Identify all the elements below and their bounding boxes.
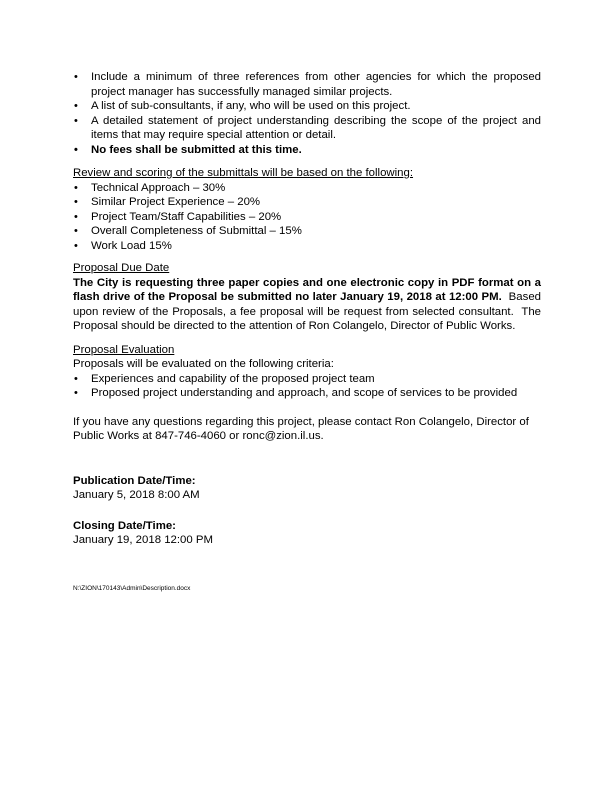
contact-paragraph: If you have any questions regarding this project, please contact Ron Colangelo, Director of Public Works at 847-746-4060 or ronc@zion.il.us. [73, 415, 529, 442]
due-date-bold-text: The City is requesting three paper copies and one electronic copy in PDF format on a flash drive of the Proposal be submitted no later January 19, 2018 at 12:00 PM. [73, 276, 541, 303]
evaluation-item: • Experiences and capability of the proposed project team [73, 372, 541, 387]
closing-label: Closing Date/Time: [73, 519, 176, 532]
footer-file-path: N:\ZION\170143\Admin\Description.docx [73, 585, 191, 592]
due-date-paragraph [73, 276, 545, 334]
scoring-item: • Work Load 15% [73, 239, 541, 254]
requirement-item: • No fees shall be submitted at this time. [73, 143, 541, 158]
evaluation-item: • Proposed project understanding and approach, and scope of services to be provided [73, 386, 541, 401]
requirement-item: • A list of sub-consultants, if any, who will be used on this project. [73, 99, 541, 114]
scoring-item: • Project Team/Staff Capabilities – 20% [73, 210, 541, 225]
closing-value: January 19, 2018 12:00 PM [73, 534, 213, 546]
evaluation-heading: Proposal Evaluation [73, 343, 175, 356]
requirement-item: • Include a minimum of three references from other agencies for which the proposed project manager has successfully managed similar projects. [73, 70, 541, 99]
requirements-list [73, 70, 541, 157]
document-page [73, 70, 545, 548]
due-date-heading: Proposal Due Date [73, 262, 170, 274]
scoring-item: • Similar Project Experience – 20% [73, 195, 541, 210]
evaluation-list [73, 372, 541, 401]
publication-label: Publication Date/Time: [73, 474, 196, 487]
scoring-heading: Review and scoring of the submittals will be based on the following: [73, 167, 414, 179]
publication-value: January 5, 2018 8:00 AM [73, 489, 200, 501]
evaluation-intro: Proposals will be evaluated on the following criteria: [73, 358, 334, 370]
scoring-item: • Technical Approach – 30% [73, 181, 541, 196]
scoring-item: • Overall Completeness of Submittal – 15% [73, 224, 541, 239]
scoring-list [73, 181, 541, 254]
due-date-text: Based upon review of the Proposals, a fee proposal will be request from selected consultant. The Proposal should be directed to the attention of Ron Colangelo, Director of Public Works. [73, 291, 545, 332]
requirement-item: • A detailed statement of project understanding describing the scope of the project and items that may require special attention or detail. [73, 114, 541, 143]
